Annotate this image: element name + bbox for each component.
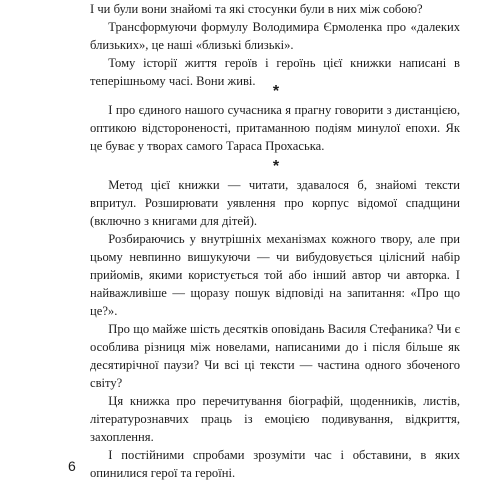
paragraph: І чи були вони знайомі та які стосунки були в них між собою? bbox=[90, 2, 423, 16]
paragraph: Ця книжка про перечитування біографій, щоденників, листів, літературознавчих праць із емоцією подивування, відкриття, захоплення. bbox=[90, 394, 460, 444]
section-separator: * bbox=[272, 83, 280, 100]
page-number: 6 bbox=[68, 458, 76, 474]
text-section-3 bbox=[90, 176, 460, 482]
paragraph: Розбираючись у внутрішніх механізмах кожного твору, але при цьому невпинно вишукуючи — чи вибудовується цілісний набір прийомів, якими користується той або інший автор чи авторка. І найважливіше — щоразу пошук відповіді на запитання: «Про що це?». bbox=[90, 232, 460, 318]
text-section-1 bbox=[90, 0, 460, 90]
paragraph: Метод цієї книжки — читати, здавалося б, знайомі тексти впритул. Розширювати уявлення про корпус відомої спадщини (включно з книгами для дітей). bbox=[90, 178, 460, 228]
paragraph: І про єдиного нашого сучасника я прагну говорити з дистанцією, оптикою відстороненості, притаманною подіям минулої епохи. Як це буває у творах самого Тараса Прохаська. bbox=[90, 103, 460, 153]
text-section-2 bbox=[90, 101, 460, 155]
paragraph: Тому історії життя героїв і героїнь цієї книжки написані в теперішньому часі. Вони живі. bbox=[90, 56, 460, 88]
paragraph: І постійними спробами зрозуміти час і обставини, в яких опинилися герої та героїні. bbox=[90, 448, 460, 480]
section-separator: * bbox=[272, 158, 280, 175]
paragraph: Трансформуючи формулу Володимира Єрмоленка про «далеких близьких», це наші «близькі близькі». bbox=[90, 20, 460, 52]
paragraph: Про що майже шість десятків оповідань Василя Стефаника? Чи є особлива різниця між новелами, написаними до і після більше як десятирічної паузи? Чи всі ці тексти — частина одного збоченого світу? bbox=[90, 322, 460, 390]
